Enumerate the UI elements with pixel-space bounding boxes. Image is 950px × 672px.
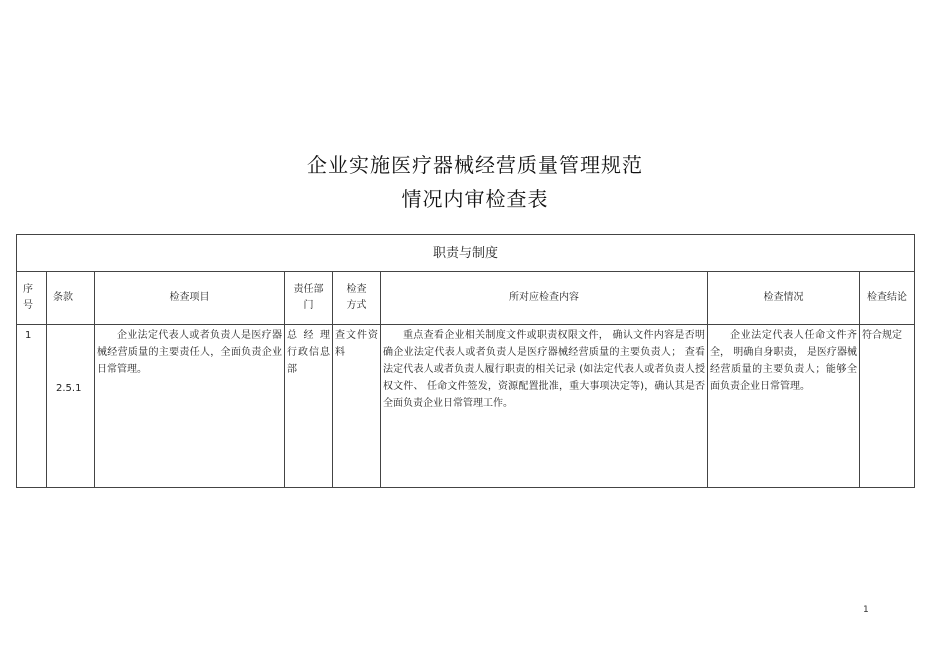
header-seq: 序 号 [17,272,47,325]
row-dept: 总经理 行政信息部 [287,330,330,375]
page-number: 1 [863,605,869,615]
row-status: 企业法定代表人任命文件齐全， 明确自身职责， 是医疗器械经营质量的主要负责人；能够全面负责企业日常管理。 [710,330,857,392]
cell-clause [47,325,95,488]
table-row [17,325,915,488]
document-title-line1: 企业实施医疗器械经营质量管理规范 [307,153,643,177]
row-seq: 1 [25,330,32,341]
cell-conclusion [860,325,915,488]
row-method: 查文件资料 [335,330,378,358]
row-clause: 2.5.1 [56,383,82,394]
cell-dept [285,325,333,488]
cell-seq [17,325,47,488]
inspection-table [16,234,915,488]
header-method: 检查 方式 [333,272,381,325]
cell-content [381,325,708,488]
row-conclusion: 符合规定 [862,330,902,341]
cell-status [708,325,860,488]
header-conclusion: 检查结论 [860,272,915,325]
cell-method [333,325,381,488]
header-dept: 责任部 门 [285,272,333,325]
row-item: 企业法定代表人或者负责人是医疗器械经营质量的主要责任人，全面负责企业日常管理。 [97,330,282,375]
document-title-line2: 情况内审检查表 [401,187,549,211]
cell-item [95,325,285,488]
header-status: 检查情况 [708,272,860,325]
section-title: 职责与制度 [17,235,915,272]
row-content: 重点查看企业相关制度文件或职责权限文件， 确认文件内容是否明确企业法定代表人或者负责人是医疗器械经营质量的主要负责人； 查看法定代表人或者负责人履行职责的相关记录 (如法定代表人或者负责人授权文件、 任命文件签发，资源配置批准，重大事项决定等)，确认其是否全面负责企业日常管理工作。 [383,330,705,409]
header-row [17,272,915,325]
header-content: 所对应检查内容 [381,272,708,325]
header-clause: 条款 [47,272,95,325]
header-item: 检查项目 [95,272,285,325]
